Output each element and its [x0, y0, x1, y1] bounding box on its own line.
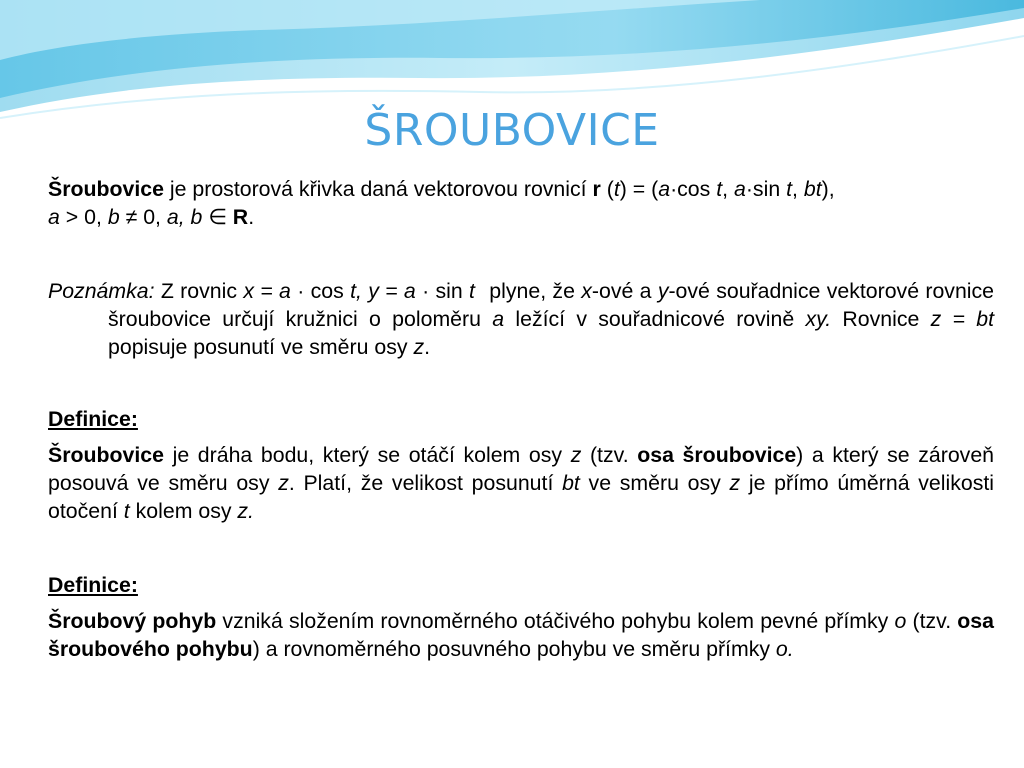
var-t: t	[613, 177, 620, 201]
note-text: · sin	[415, 279, 470, 303]
definition-text: je dráha bodu, který se otáčí kolem osy	[163, 443, 571, 467]
slide-title: ŠROUBOVICE	[364, 105, 660, 156]
definition-2-term: Šroubový pohyb	[48, 609, 217, 633]
var-x-eq: x = a	[243, 279, 291, 303]
definition-text: je přímo úměrná velikosti otočení	[48, 471, 994, 523]
var-x: x	[581, 279, 592, 303]
intro-text: .	[248, 205, 255, 229]
definition-text: vzniká složením rovnoměrného otáčivého pohybu kolem pevné přímky	[216, 609, 895, 633]
var-o: o	[894, 609, 907, 633]
var-z: z.	[237, 499, 254, 523]
note-text: popisuje posunutí ve směru osy	[108, 335, 414, 359]
definition-heading-2: Definice:	[48, 573, 138, 597]
note-text: Rovnice	[831, 307, 931, 331]
var-ab: a, b	[166, 205, 203, 229]
real-numbers-symbol: R	[232, 205, 249, 229]
note-text: -ové a	[591, 279, 658, 303]
var-o: o.	[775, 637, 794, 661]
intro-text: ),	[821, 177, 835, 201]
definition-text: . Platí, že velikost posunutí	[288, 471, 563, 495]
definition-1-body	[48, 441, 994, 525]
note-text: -ové souřadnice vektorové rovnice šroubovice určují kružnici o poloměru	[108, 279, 995, 331]
var-t: t	[123, 499, 130, 523]
slide-content	[48, 175, 994, 663]
var-a: a	[733, 177, 746, 201]
var-b: b	[107, 205, 120, 229]
intro-term: Šroubovice	[48, 177, 164, 201]
definition-text: ve směru osy	[579, 471, 730, 495]
intro-text: je prostorová křivka daná vektorovou rovnicí	[163, 177, 593, 201]
intro-text: ,	[792, 177, 804, 201]
intro-text: ∈	[202, 205, 233, 229]
intro-paragraph	[48, 175, 994, 231]
intro-text: ·sin	[745, 177, 787, 201]
var-z: z	[570, 443, 582, 467]
var-y: y	[657, 279, 669, 303]
var-a: a	[658, 177, 671, 201]
definition-2-axis-term: osa šroubového pohybu	[48, 609, 994, 661]
var-bt: bt	[803, 177, 822, 201]
definition-text: ) a který se zároveň posouvá ve směru osy	[48, 443, 995, 495]
intro-text: ,	[722, 177, 734, 201]
note-text: Z rovnic	[154, 279, 244, 303]
definition-text: kolem osy	[129, 499, 238, 523]
definition-2-body	[48, 607, 994, 663]
definition-1-axis-term: osa šroubovice	[637, 443, 797, 467]
definition-heading-1: Definice:	[48, 407, 138, 431]
definition-1-term: Šroubovice	[48, 443, 164, 467]
definition-text: (tzv.	[581, 443, 638, 467]
note-text: .	[424, 335, 431, 359]
note-text: · cos	[290, 279, 351, 303]
definition-text: ) a rovnoměrného posuvného pohybu ve směru přímky	[252, 637, 776, 661]
var-t: t	[469, 279, 475, 303]
var-z: z	[278, 471, 289, 495]
intro-text: ·cos	[670, 177, 717, 201]
var-t: t	[786, 177, 792, 201]
intro-text: ) = (	[619, 177, 659, 201]
note-text: plyne, že	[482, 279, 582, 303]
var-a: a	[492, 307, 505, 331]
note-text: ležící v souřadnicové rovině	[504, 307, 806, 331]
intro-text: (	[600, 177, 614, 201]
vector-r: r	[592, 177, 601, 201]
var-z-eq: z = bt	[930, 307, 994, 331]
var-a: a	[48, 205, 60, 229]
intro-text: > 0,	[59, 205, 108, 229]
intro-text: ≠ 0,	[119, 205, 167, 229]
var-t: t	[716, 177, 723, 201]
var-bt: bt	[562, 471, 580, 495]
note-label: Poznámka:	[48, 279, 155, 303]
note-paragraph	[48, 277, 994, 361]
var-z: z	[729, 471, 741, 495]
var-xy: xy.	[805, 307, 832, 331]
var-z: z	[413, 335, 425, 359]
definition-text: (tzv.	[906, 609, 958, 633]
var-t-y: t, y = a	[350, 279, 416, 303]
